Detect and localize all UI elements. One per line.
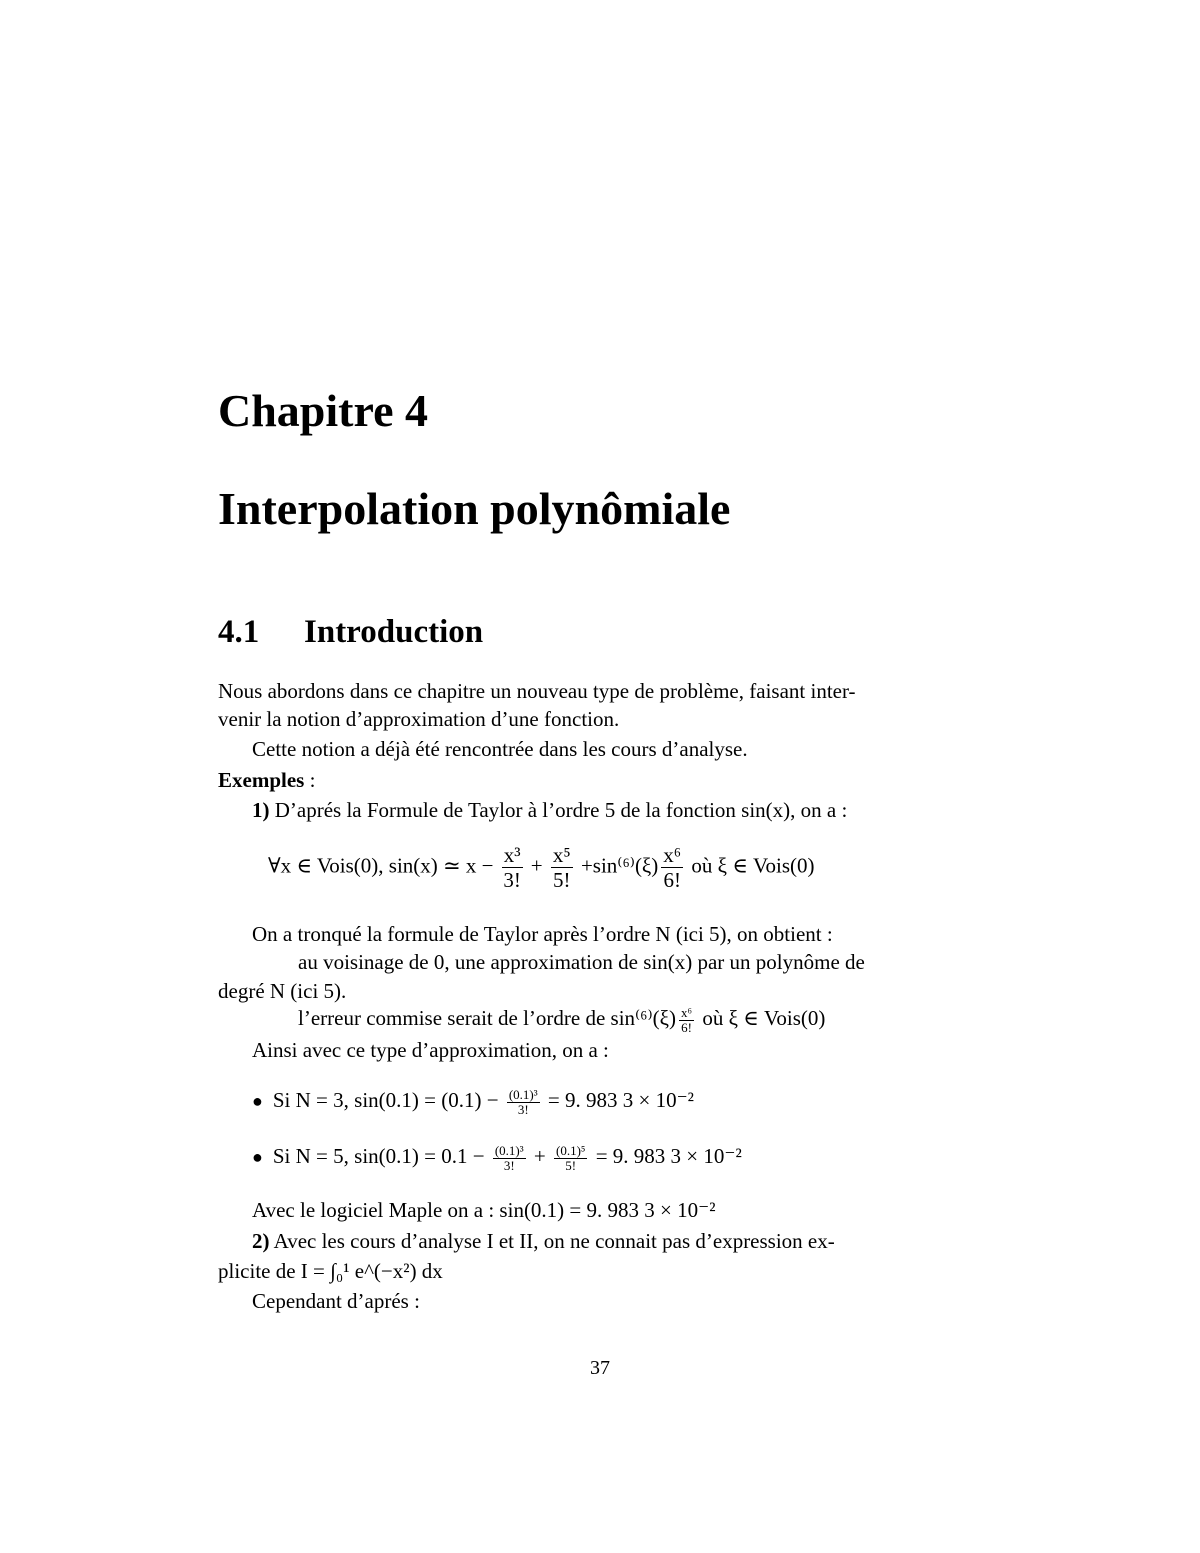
- bullet-2-part-2: = 9. 983 3 × 10⁻²: [595, 1144, 742, 1168]
- bullet-2-frac1-den: 3!: [503, 1157, 515, 1173]
- bullet-item-2: [252, 1142, 742, 1173]
- bullet-1-frac-num: (0.1)³: [508, 1086, 538, 1102]
- error-fraction: [679, 1006, 694, 1035]
- example-2-text: Avec les cours d’analyse I et II, on ne connait pas d’expression ex-: [269, 1229, 835, 1253]
- formula-plus: +: [530, 853, 543, 878]
- bullet-2-fraction-1: [493, 1144, 526, 1173]
- examples-label: Exemples: [218, 768, 305, 792]
- ainsi-line: Ainsi avec ce type d’approximation, on a :: [252, 1038, 609, 1062]
- formula-frac2-num: x⁵: [552, 843, 571, 867]
- section-heading: [218, 614, 483, 651]
- bullet-2-plus: +: [533, 1144, 546, 1168]
- formula-fraction-2: [551, 843, 573, 892]
- bullet-2-frac1-num: (0.1)³: [494, 1142, 524, 1158]
- approximation-line-2: degré N (ici 5).: [218, 979, 347, 1003]
- page-number: 37: [590, 1357, 610, 1379]
- bullet-2-frac2-num: (0.1)⁵: [555, 1142, 586, 1158]
- formula-part-3: où ξ ∈ Vois(0): [686, 853, 815, 878]
- example-2-line-2: plicite de I = ∫₀¹ e^(−x²) dx: [218, 1259, 443, 1283]
- chapter-label: Chapitre 4: [218, 385, 428, 436]
- section-title: Introduction: [304, 614, 484, 650]
- example-2-line: [252, 1227, 835, 1255]
- error-frac-num: x⁶: [681, 1004, 693, 1020]
- intro-line-1: Nous abordons dans ce chapitre un nouveau type de problème, faisant inter-: [218, 679, 856, 703]
- formula-frac2-den: 5!: [553, 868, 571, 892]
- section-number: 4.1: [218, 614, 260, 650]
- error-frac-den: 6!: [681, 1019, 692, 1035]
- example-1-line: [252, 796, 847, 824]
- error-line: [298, 1004, 825, 1035]
- bullet-icon: ●: [252, 1147, 263, 1167]
- example-1-number: 1): [252, 798, 270, 822]
- bullet-2-frac2-den: 5!: [565, 1157, 577, 1173]
- examples-colon: :: [304, 768, 316, 792]
- bullet-2-fraction-2: [554, 1144, 587, 1173]
- formula-frac1-num: x³: [503, 843, 521, 867]
- formula-frac3-den: 6!: [663, 868, 681, 892]
- bullet-icon: ●: [252, 1091, 263, 1111]
- example-1-text: D’aprés la Formule de Taylor à l’ordre 5 de la fonction sin(x), on a :: [269, 798, 848, 822]
- error-part-2: où ξ ∈ Vois(0): [697, 1006, 826, 1030]
- approximation-line-1: au voisinage de 0, une approximation de sin(x) par un polynôme de: [298, 950, 865, 974]
- formula-fraction-1: [502, 843, 523, 892]
- error-part-1: l’erreur commise serait de l’ordre de sin⁽⁶⁾(ξ): [298, 1006, 677, 1030]
- formula-part-2: +sin⁽⁶⁾(ξ): [580, 853, 659, 878]
- bullet-1-fraction: [507, 1088, 540, 1117]
- bullet-1-frac-den: 3!: [517, 1101, 529, 1117]
- truncation-line: On a tronqué la formule de Taylor après l’ordre N (ici 5), on obtient :: [252, 922, 833, 946]
- maple-line: Avec le logiciel Maple on a : sin(0.1) = 9. 983 3 × 10⁻²: [252, 1198, 716, 1222]
- formula-frac3-num: x⁶: [663, 843, 682, 867]
- bullet-item-1: [252, 1086, 694, 1117]
- example-2-number: 2): [252, 1229, 270, 1253]
- formula-part-1: ∀x ∈ Vois(0), sin(x) ≃ x −: [268, 853, 494, 878]
- formula-fraction-3: [661, 843, 683, 892]
- bullet-1-part-2: = 9. 983 3 × 10⁻²: [547, 1088, 694, 1112]
- examples-heading: [218, 766, 315, 794]
- taylor-formula: [268, 843, 814, 892]
- chapter-title: Interpolation polynômiale: [218, 483, 731, 534]
- cependant-line: Cependant d’aprés :: [252, 1289, 420, 1313]
- intro-line-2: venir la notion d’approximation d’une fonction.: [218, 707, 620, 731]
- bullet-1-part-1: Si N = 3, sin(0.1) = (0.1) −: [272, 1088, 499, 1112]
- formula-frac1-den: 3!: [503, 868, 521, 892]
- bullet-2-part-1: Si N = 5, sin(0.1) = 0.1 −: [272, 1144, 485, 1168]
- intro-line-3: Cette notion a déjà été rencontrée dans les cours d’analyse.: [252, 737, 748, 761]
